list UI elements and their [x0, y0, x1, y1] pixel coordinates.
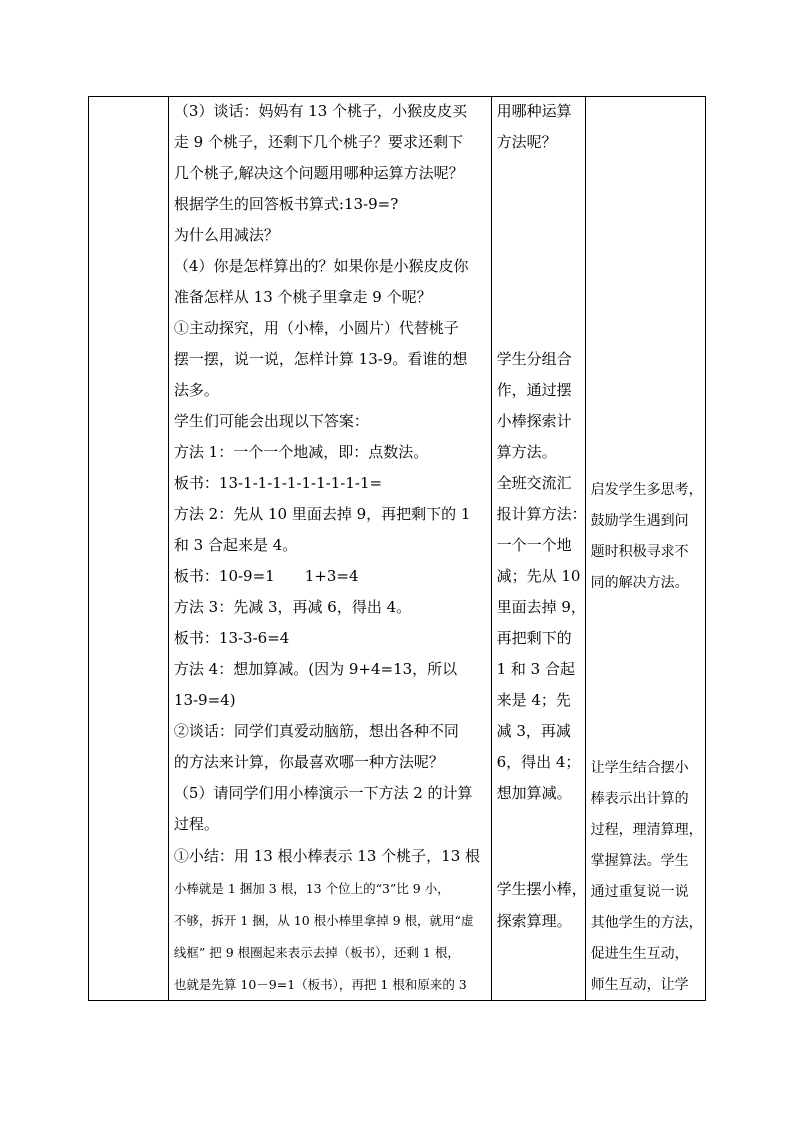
activity-line: 全班交流汇 [496, 474, 572, 492]
intent-line: 让学生结合摆小 [590, 760, 689, 776]
process-line: 准备怎样从 13 个桃子里拿走 9 个呢？ [173, 288, 432, 306]
process-line: 的方法来计算，你最喜欢哪一种方法呢？ [173, 753, 444, 771]
process-line: 法多。 [173, 381, 219, 399]
process-line: 板书：13-3-6=4 [173, 629, 290, 647]
teaching-process-cell [168, 97, 491, 1001]
process-line: 为什么用减法？ [173, 226, 279, 244]
process-line: 也就是先算 10－9=1（板书），再把 1 根和原来的 3 [173, 977, 467, 992]
activity-line: 小棒探索计 [496, 412, 572, 430]
lesson-plan-table [88, 96, 706, 1001]
intent-line: 其他学生的方法， [590, 915, 703, 931]
process-line: 根据学生的回答板书算式:13-9=? [173, 195, 399, 213]
activity-line: 来是 4；先 [496, 691, 571, 709]
process-line: ①主动探究，用（小棒，小圆片）代替桃子 [173, 319, 459, 337]
intent-line: 同的解决方法。 [590, 575, 689, 591]
process-line: （4）你是怎样算出的？如果你是小猴皮皮你 [173, 257, 469, 275]
intent-line: 师生互动，让学 [590, 977, 689, 993]
process-line: 和 3 合起来是 4。 [173, 536, 298, 554]
activity-line: 想加算减。 [496, 784, 572, 802]
process-line: 线框” 把 9 根圈起来表示去掉（板书），还剩 1 根， [173, 945, 460, 960]
process-line: 过程。 [173, 815, 219, 833]
activity-line: 作，通过摆 [496, 381, 572, 399]
intent-line: 启发学生多思考， [590, 482, 703, 498]
activity-line: 减 3，再减 [496, 722, 571, 740]
process-line: ②谈话：同学们真爱动脑筋，想出各种不同 [173, 722, 459, 740]
activity-line: 方法呢？ [496, 133, 557, 151]
process-line: 学生们可能会出现以下答案： [173, 412, 369, 430]
intent-line: 过程，理清算理， [590, 822, 703, 838]
process-line: 板书：10-9=1 1+3=4 [173, 567, 359, 585]
activity-line: 6，得出 4； [496, 753, 581, 771]
process-line: 小棒就是 1 捆加 3 根，13 个位上的“3”比 9 小， [173, 881, 450, 896]
process-line: （3）谈话：妈妈有 13 个桃子，小猴皮皮买 [173, 102, 468, 120]
table-row [89, 97, 706, 1001]
activity-line: 报计算方法： [496, 505, 587, 523]
activity-line: 里面去掉 9， [496, 598, 586, 616]
intent-line: 棒表示出计算的 [590, 791, 689, 807]
activity-line: 1 和 3 合起 [496, 660, 575, 678]
process-line: 摆一摆，说一说，怎样计算 13-9。看谁的想 [173, 350, 468, 368]
process-line: 方法 4：想加算减。(因为 9+4=13，所以 [173, 660, 458, 678]
intent-line: 题时积极寻求不 [590, 544, 689, 560]
design-intent-cell [585, 97, 705, 1001]
process-line: 方法 2：先从 10 里面去掉 9，再把剩下的 1 [173, 505, 471, 523]
activity-line: 减；先从 10 [496, 567, 581, 585]
intent-line: 掌握算法。学生 [590, 853, 689, 869]
process-line: 几个桃子,解决这个问题用哪种运算方法呢？ [173, 164, 464, 182]
process-line: ①小结：用 13 根小棒表示 13 个桃子，13 根 [173, 847, 481, 865]
activity-line: 探索算理。 [496, 912, 572, 930]
activity-line: 算方法。 [496, 443, 557, 461]
intent-line: 鼓励学生遇到问 [590, 513, 689, 529]
intent-line: 促进生生互动， [590, 946, 689, 962]
activity-line: 一个一个地 [496, 536, 572, 554]
process-line: 方法 3：先减 3，再减 6，得出 4。 [173, 598, 412, 616]
process-line: 走 9 个桃子，还剩下几个桃子？要求还剩下 [173, 133, 463, 151]
process-line: 13-9=4) [173, 691, 236, 709]
intent-line: 通过重复说一说 [590, 884, 689, 900]
activity-line: 学生分组合 [496, 350, 572, 368]
process-line: 不够，拆开 1 捆，从 10 根小棒里拿掉 9 根，就用“虚 [173, 913, 474, 928]
activity-line: 用哪种运算 [496, 102, 572, 120]
process-line: 方法 1：一个一个地减，即：点数法。 [173, 443, 429, 461]
activity-line: 再把剩下的 [496, 629, 572, 647]
student-activity-cell [491, 97, 585, 1001]
process-line: 板书：13-1-1-1-1-1-1-1-1-1= [173, 474, 383, 492]
activity-line: 学生摆小棒， [496, 880, 587, 898]
process-line: （5）请同学们用小棒演示一下方法 2 的计算 [173, 784, 473, 802]
blank-column-cell [89, 97, 169, 1001]
